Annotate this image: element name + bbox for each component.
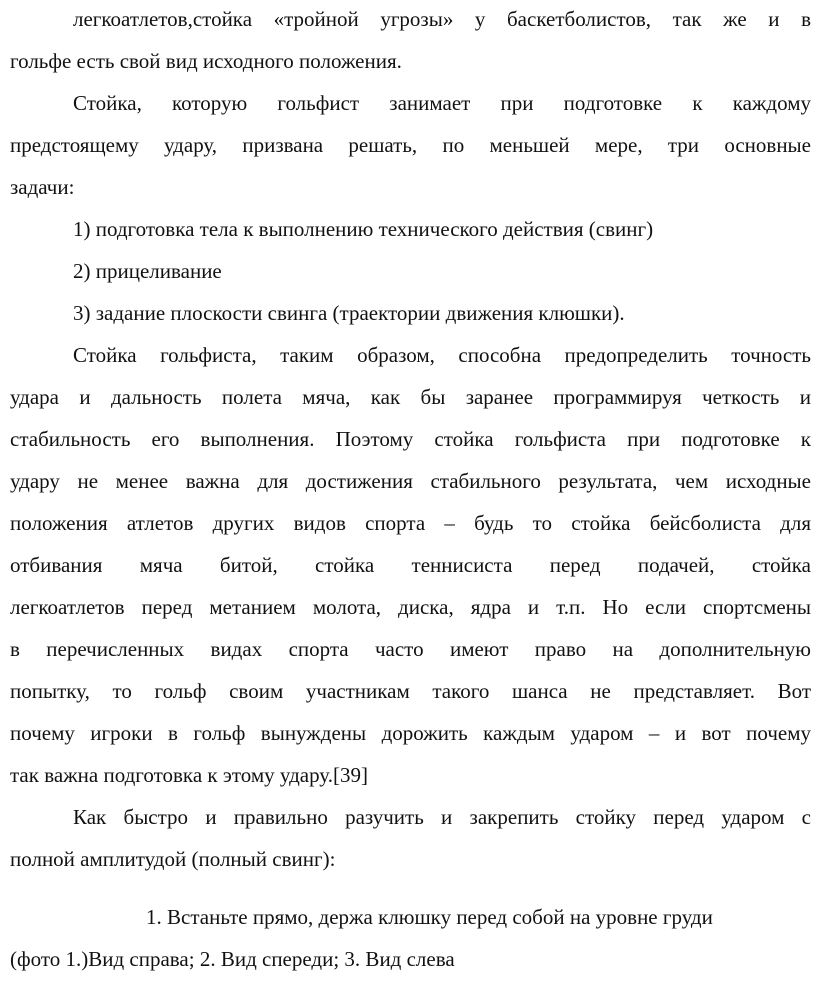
- text-line: почему игроки в гольф вынуждены дорожить каждым ударом – и вот почему: [10, 721, 811, 745]
- list-item: 1) подготовка тела к выполнению технического действия (свинг): [73, 217, 654, 241]
- text-line: гольфе есть свой вид исходного положения.: [10, 49, 402, 73]
- text-line: отбивания мяча битой, стойка теннисиста перед подачей, стойка: [10, 553, 811, 577]
- caption-line: (фото 1.)Вид справа; 2. Вид спереди; 3. Вид слева: [10, 947, 455, 971]
- text-line: удара и дальность полета мяча, как бы заранее программируя четкость и: [10, 385, 811, 409]
- text-line: Как быстро и правильно разучить и закрепить стойку перед ударом с: [73, 805, 811, 829]
- text-line: так важна подготовка к этому удару.[39]: [10, 763, 368, 787]
- text-line: положения атлетов других видов спорта – будь то стойка бейсболиста для: [10, 511, 811, 535]
- text-line: в перечисленных видах спорта часто имеют право на дополнительную: [10, 637, 811, 661]
- text-line: задачи:: [10, 175, 75, 199]
- list-item: 3) задание плоскости свинга (траектории движения клюшки).: [73, 301, 625, 325]
- text-line: легкоатлетов перед метанием молота, диска, ядра и т.п. Но если спортсмены: [10, 595, 811, 619]
- text-line: Стойка гольфиста, таким образом, способна предопределить точность: [73, 343, 811, 367]
- text-line: стабильность его выполнения. Поэтому стойка гольфиста при подготовке к: [10, 427, 811, 451]
- text-line: полной амплитудой (полный свинг):: [10, 847, 336, 871]
- text-line: легкоатлетов,стойка «тройной угрозы» у баскетболистов, так же и в: [73, 7, 811, 31]
- list-item: 1. Встаньте прямо, держа клюшку перед собой на уровне груди: [146, 905, 713, 929]
- text-line: удару не менее важна для достижения стабильного результата, чем исходные: [10, 469, 811, 493]
- list-item: 2) прицеливание: [73, 259, 222, 283]
- text-line: попытку, то гольф своим участникам такого шанса не представляет. Вот: [10, 679, 811, 703]
- text-line: предстоящему удару, призвана решать, по меньшей мере, три основные: [10, 133, 811, 157]
- text-line: Стойка, которую гольфист занимает при подготовке к каждому: [73, 91, 811, 115]
